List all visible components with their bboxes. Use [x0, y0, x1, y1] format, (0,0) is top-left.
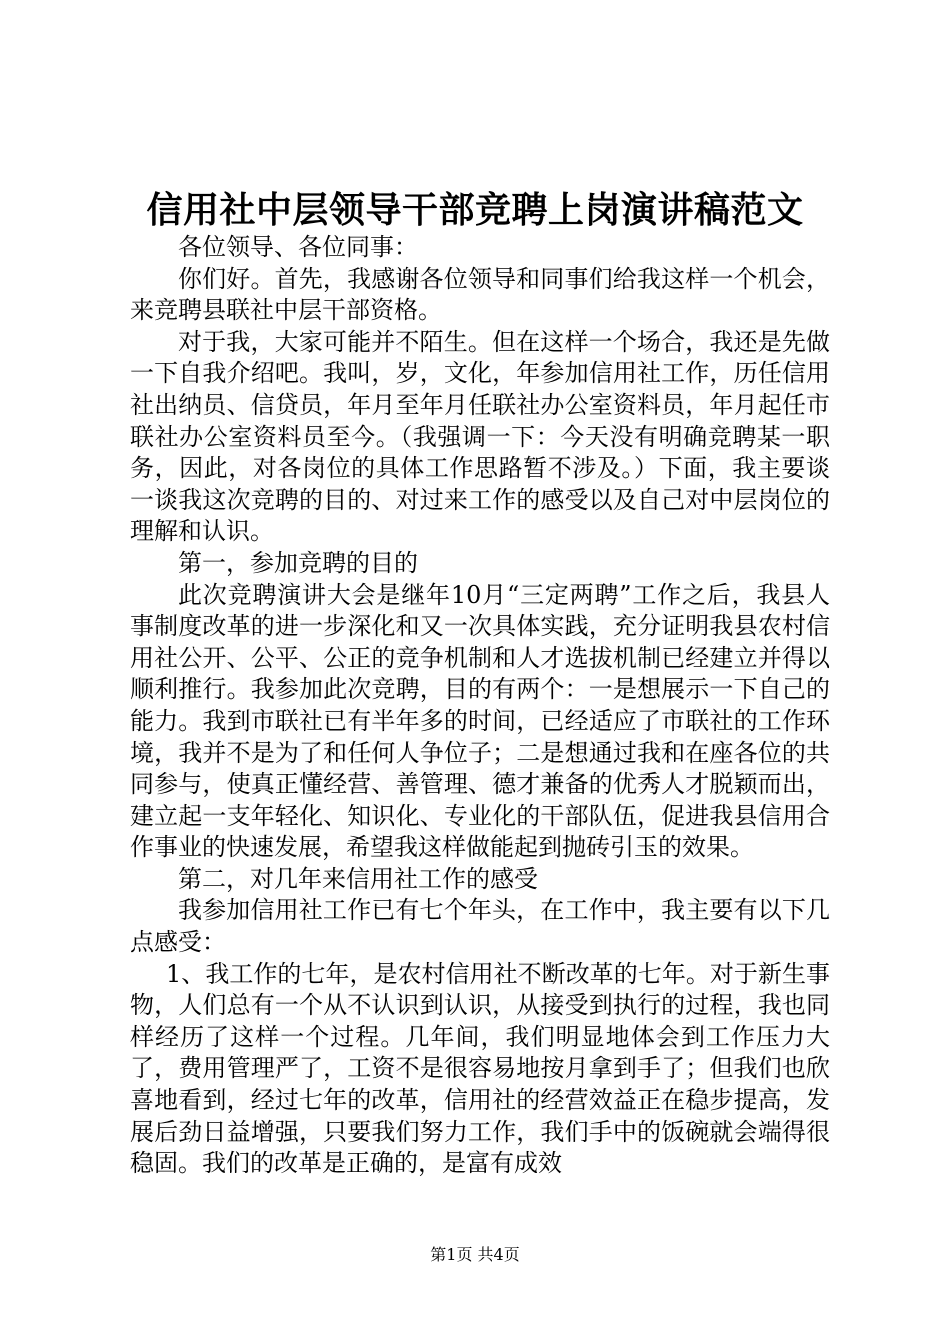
- section-heading-feelings: 第二，对几年来信用社工作的感受: [178, 864, 538, 893]
- page-footer: 第1页 共4页: [430, 1245, 520, 1264]
- purpose-paragraph: 此次竞聘演讲大会是继年10月“三定两聘”工作之后，我县人事制度改革的进一步深化和又一次具体实践，充分证明我县农村信用社公开、公平、公正的竞争机制和人才选拔机制已经建立并得以顺利推行。我参加此次竞聘，目的有两个：一是想展示一下自己的能力。我到市联社已有半年多的时间，已经适应了市联社的工作环境，我并不是为了和任何人争位子；二是想通过我和在座各位的共同参与，使真正懂经营、善管理、德才兼备的优秀人才脱颖而出，建立起一支年轻化、知识化、专业化的干部队伍，促进我县信用合作事业的快速发展，希望我这样做能起到抛砖引玉的效果。: [130, 580, 830, 862]
- document-title: 信用社中层领导干部竞聘上岗演讲稿范文: [146, 189, 804, 231]
- greeting-paragraph: 各位领导、各位同事：: [178, 233, 418, 261]
- document-body: [130, 232, 830, 1180]
- opening-paragraph: 你们好。首先，我感谢各位领导和同事们给我这样一个机会，来竞聘县联社中层干部资格。: [130, 264, 830, 325]
- section-heading-purpose: 第一，参加竞聘的目的: [178, 548, 418, 577]
- self-introduction-paragraph: 对于我，大家可能并不陌生。但在这样一个场合，我还是先做一下自我介绍吧。我叫，岁，文化，年参加信用社工作，历任信用社出纳员、信贷员，年月至年月任联社办公室资料员，年月起任市联社办公室资料员至今。（我强调一下：今天没有明确竞聘某一职务，因此，对各岗位的具体工作思路暂不涉及。）下面，我主要谈一谈我这次竞聘的目的、对过来工作的感受以及自己对中层岗位的理解和认识。: [130, 327, 830, 546]
- feelings-intro-paragraph: 我参加信用社工作已有七个年头，在工作中，我主要有以下几点感受：: [130, 896, 830, 957]
- feelings-item-1-paragraph: 1、我工作的七年，是农村信用社不断改革的七年。对于新生事物，人们总有一个从不认识到认识，从接受到执行的过程，我也同样经历了这样一个过程。几年间，我们明显地体会到工作压力大了，费用管理严了，工资不是很容易地按月拿到手了；但我们也欣喜地看到，经过七年的改革，信用社的经营效益正在稳步提高，发展后劲日益增强，只要我们努力工作，我们手中的饭碗就会端得很稳固。我们的改革是正确的，是富有成效: [130, 959, 830, 1178]
